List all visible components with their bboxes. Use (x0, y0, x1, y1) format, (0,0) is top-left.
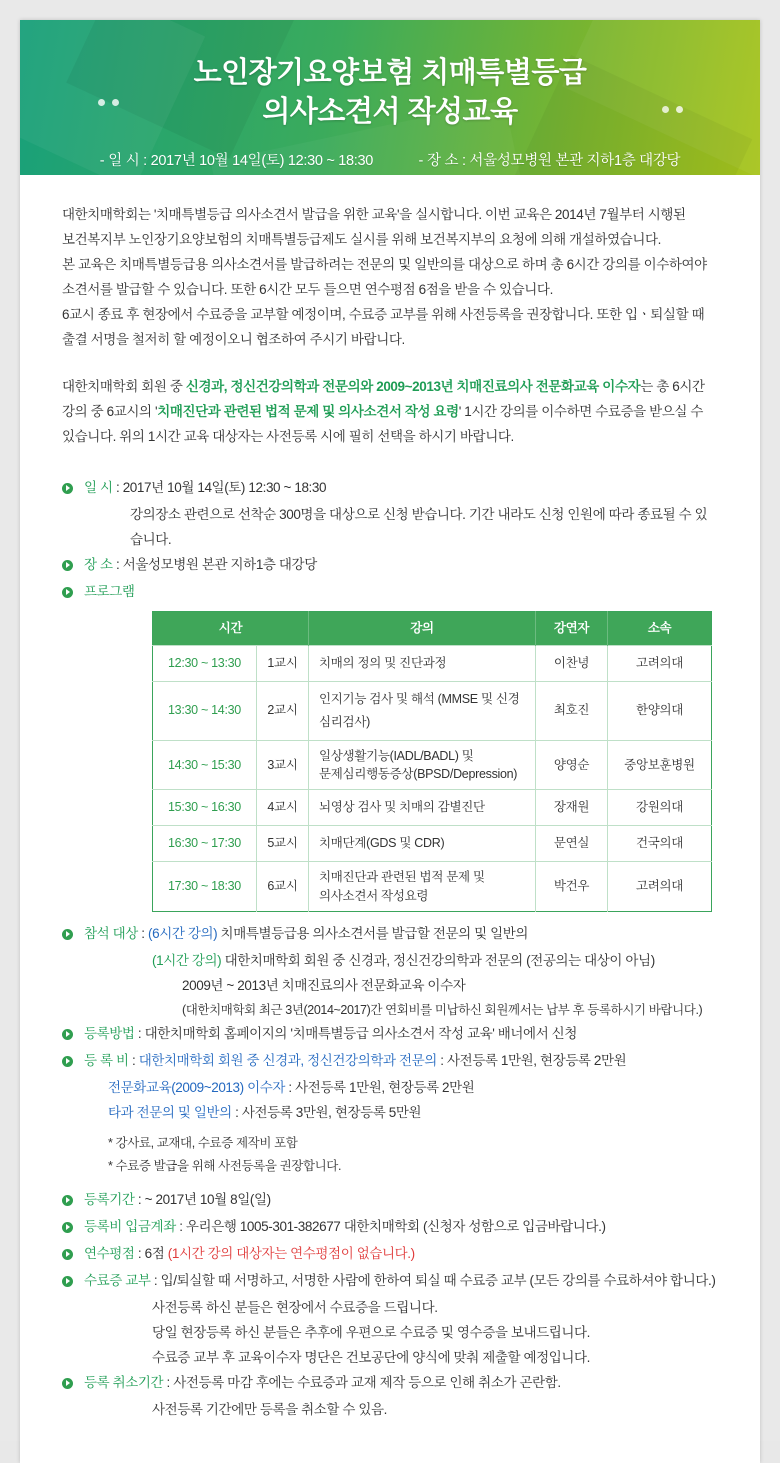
cell-period: 2교시 (257, 681, 309, 740)
detail-cert-line4: 수료증 교부 후 교육이수자 명단은 건보공단에 양식에 맞춰 제출할 예정입니다. (152, 1349, 591, 1365)
announcement-sheet (20, 20, 760, 1463)
program-table-wrap (152, 611, 712, 912)
cell-time: 15:30 ~ 16:30 (153, 790, 257, 826)
cell-org: 고려의대 (608, 645, 712, 681)
cell-lecturer: 박건우 (536, 862, 608, 911)
detail-target-line4: (대한치매학회 최근 3년(2014~2017)간 연회비를 미납하신 회원께서는 납부 후 등록하시기 바랍니다.) (182, 1002, 703, 1017)
detail-fee-line3-group: 타과 전문의 및 일반의 (108, 1104, 232, 1120)
detail-target-line2-text: 대한치매학회 회원 중 신경과, 정신건강의학과 전문의 (전공의는 대상이 아님) (221, 952, 655, 968)
detail-row-period: 등록기간 : ~ 2017년 10월 8일(일) (62, 1188, 718, 1213)
column-header-org: 소속 (608, 611, 712, 645)
info-place-value: 서울성모병원 본관 지하1층 대강당 (122, 556, 317, 572)
intro-p1-line3: 본 교육은 치매특별등급용 의사소견서를 발급하려는 전문의 및 일반의를 대상으로 하며 총 6시간 강의를 이수하여야 (62, 256, 707, 272)
intro-p2-line2-a: 강의 중 6교시의 ' (62, 403, 158, 419)
details-list (62, 922, 718, 1423)
arrow-bullet-icon (62, 1222, 73, 1233)
cell-org: 고려의대 (608, 862, 712, 911)
arrow-bullet-icon (62, 1195, 73, 1206)
detail-fee-line2 (62, 1076, 718, 1101)
column-header-subject: 강의 (309, 611, 536, 645)
detail-row-account: 등록비 입금계좌 : 우리은행 1005-301-382677 대한치매학회 (신청자 성함으로 입금바랍니다.) (62, 1215, 718, 1240)
detail-cancel-line2: 사전등록 기간에만 등록을 취소할 수 있음. (152, 1401, 388, 1417)
cell-subject: 치매진단과 관련된 법적 문제 및 의사소견서 작성요령 (309, 862, 536, 911)
arrow-bullet-icon (62, 1249, 73, 1260)
header-meta-date: - 일 시 : 2017년 10월 14일(토) 12:30 ~ 18:30 (99, 152, 374, 169)
intro-p1-line2: 보건복지부 노인장기요양보험의 치매특별등급제도 실시를 위해 보건복지부의 요청에 의해 개설하였습니다. (62, 231, 662, 247)
table-row (153, 645, 712, 681)
header-date-value: 2017년 10월 14일(토) 12:30 ~ 18:30 (150, 152, 374, 169)
dash-glyph-1: - (99, 152, 105, 169)
detail-row-cancel: 등록 취소기간 : 사전등록 마감 후에는 수료증과 교재 제작 등으로 인해 취소가 곤란함. (62, 1371, 718, 1396)
detail-row-credit: 연수평점 : 6점 (1시간 강의 대상자는 연수평점이 없습니다.) (62, 1242, 718, 1267)
program-table (152, 611, 712, 912)
detail-fee-line2-group: 전문화교육(2009~2013) 이수자 (108, 1079, 286, 1095)
detail-fee-note2: * 수료증 발급을 위해 사전등록을 권장합니다. (108, 1158, 342, 1173)
detail-fee-note1: * 강사료, 교재대, 수료증 제작비 포함 (108, 1135, 298, 1150)
detail-account-value: 우리은행 1005-301-382677 대한치매학회 (신청자 성함으로 입금바랍니다.) (185, 1218, 606, 1234)
column-header-lecturer: 강연자 (536, 611, 608, 645)
cell-lecturer: 최호진 (536, 681, 608, 740)
cell-period: 4교시 (257, 790, 309, 826)
page-body (20, 175, 760, 1463)
column-header-time: 시간 (153, 611, 309, 645)
detail-target-label: 참석 대상 (84, 925, 138, 941)
intro-p2-line2-c: ' 1시간 강의를 이수하면 수료증을 받으실 수 (458, 403, 704, 419)
detail-fee-line2-value: : 사전등록 1만원, 현장등록 2만원 (285, 1079, 475, 1095)
cell-org: 강원의대 (608, 790, 712, 826)
table-row (153, 790, 712, 826)
intro-paragraph-1 (62, 203, 718, 353)
intro-p2-line1-a: 대한치매학회 회원 중 (62, 378, 186, 394)
detail-cert-line2: 사전등록 하신 분들은 현장에서 수료증을 드립니다. (152, 1299, 438, 1315)
detail-target-tag-1h: (1시간 강의) (152, 952, 222, 968)
detail-target-line1: 치매특별등급용 의사소견서를 발급할 전문의 및 일반의 (217, 925, 529, 941)
detail-method-label: 등록방법 (84, 1025, 135, 1041)
info-date-value: 2017년 10월 14일(토) 12:30 ~ 18:30 (122, 479, 327, 495)
detail-period-value: ~ 2017년 10월 8일(일) (144, 1191, 271, 1207)
cell-org: 건국의대 (608, 826, 712, 862)
detail-credit-label: 연수평점 (84, 1245, 135, 1261)
cell-period: 5교시 (257, 826, 309, 862)
detail-fee-label: 등 록 비 (84, 1052, 129, 1068)
cell-org: 중앙보훈병원 (608, 740, 712, 789)
header-place-value: 서울성모병원 본관 지하1층 대강당 (469, 152, 681, 169)
detail-cert-line3: 당일 현장등록 하신 분들은 추후에 우편으로 수료증 및 영수증을 보내드립니다. (152, 1324, 591, 1340)
page-title-line1: 노인장기요양보험 치매특별등급 (193, 57, 587, 89)
intro-p1-line5: 6교시 종료 후 현장에서 수료증을 교부할 예정이며, 수료증 교부를 위해 사전등록을 권장합니다. 또한 입ㆍ퇴실할 때 (62, 306, 705, 322)
table-row (153, 826, 712, 862)
arrow-bullet-icon (62, 1378, 73, 1389)
table-row (153, 681, 712, 740)
cell-time: 17:30 ~ 18:30 (153, 862, 257, 911)
table-row (153, 740, 712, 789)
detail-method-value: 대한치매학회 홈페이지의 '치매특별등급 의사소견서 작성 교육' 배너에서 신청 (144, 1025, 577, 1041)
cell-time: 12:30 ~ 13:30 (153, 645, 257, 681)
dash-glyph-2: - (418, 152, 424, 169)
info-place-label: 장 소 (84, 556, 113, 572)
program-table-header-row (153, 611, 712, 645)
detail-period-label: 등록기간 (84, 1191, 135, 1207)
cell-time: 14:30 ~ 15:30 (153, 740, 257, 789)
detail-fee-line3-value: : 사전등록 3만원, 현장등록 5만원 (231, 1104, 422, 1120)
detail-target-line2 (62, 949, 718, 974)
arrow-bullet-icon (62, 1276, 73, 1287)
arrow-bullet-icon (62, 1056, 73, 1067)
info-date-label: 일 시 (84, 479, 113, 495)
intro-p2-line1-c: 는 총 6시간 (640, 378, 705, 394)
detail-account-label: 등록비 입금계좌 (84, 1218, 176, 1234)
intro-p2-line3: 있습니다. 위의 1시간 교육 대상자는 사전등록 시에 필히 선택을 하시기 바랍니다. (62, 428, 514, 444)
detail-credit-value: 6점 (144, 1245, 168, 1261)
info-row-date: 일 시 : 2017년 10월 14일(토) 12:30 ~ 18:30 (62, 476, 718, 501)
detail-cert-label: 수료증 교부 (84, 1272, 151, 1288)
info-date-note: 강의장소 관련으로 선착순 300명을 대상으로 신청 받습니다. 기간 내라도 신청 인원에 따라 종료될 수 있습니다. (130, 506, 708, 547)
arrow-bullet-icon (62, 929, 73, 940)
detail-row-target: 참석 대상 : (6시간 강의) 치매특별등급용 의사소견서를 발급할 전문의 및 일반의 (62, 922, 718, 947)
cell-lecturer: 양영순 (536, 740, 608, 789)
cell-time: 16:30 ~ 17:30 (153, 826, 257, 862)
detail-fee-line1-group: 대한치매학회 회원 중 신경과, 정신건강의학과 전문의 (138, 1052, 437, 1068)
detail-row-method: 등록방법 : 대한치매학회 홈페이지의 '치매특별등급 의사소견서 작성 교육' 배너에서 신청 (62, 1022, 718, 1047)
header-date-label: 일 시 (108, 152, 140, 169)
detail-row-certificate: 수료증 교부 : 입/퇴실할 때 서명하고, 서명한 사람에 한하여 퇴실 때 수료증 교부 (모든 강의를 수료하셔야 합니다.) (62, 1269, 718, 1294)
detail-cancel-line1: 사전등록 마감 후에는 수료증과 교재 제작 등으로 인해 취소가 곤란함. (173, 1374, 561, 1390)
cell-subject: 인지기능 검사 및 해석 (MMSE 및 신경심리검사) (309, 681, 536, 740)
header-place-label: 장 소 (427, 152, 459, 169)
header-meta (20, 149, 760, 170)
header-meta-place: - 장 소 : 서울성모병원 본관 지하1층 대강당 (418, 152, 681, 169)
program-table-head (153, 611, 712, 645)
arrow-bullet-icon (62, 560, 73, 571)
cell-lecturer: 장재원 (536, 790, 608, 826)
cell-time: 13:30 ~ 14:30 (153, 681, 257, 740)
info-row-program (62, 580, 718, 605)
intro-p2-line2-highlight: 치매진단과 관련된 법적 문제 및 의사소견서 작성 요령 (157, 403, 459, 419)
detail-cancel-label: 등록 취소기간 (84, 1374, 164, 1390)
cell-period: 6교시 (257, 862, 309, 911)
detail-target-tag-6h: (6시간 강의) (147, 925, 218, 941)
cell-subject: 치매단계(GDS 및 CDR) (309, 826, 536, 862)
intro-p1-line4: 소견서를 발급할 수 있습니다. 또한 6시간 모두 들으면 연수평점 6점을 받을 수 있습니다. (62, 281, 553, 297)
intro-p2-line2 (62, 400, 718, 425)
intro-p2-line1 (62, 375, 718, 400)
cell-lecturer: 문연실 (536, 826, 608, 862)
info-program-label: 프로그램 (84, 583, 135, 599)
detail-fee-line1-value: : 사전등록 1만원, 현장등록 2만원 (436, 1052, 627, 1068)
intro-p2-line1-highlight: 신경과, 정신건강의학과 전문의와 2009~2013년 치매진료의사 전문화교육 이수자 (185, 378, 641, 394)
intro-p1-line6: 출결 서명을 철저히 할 예정이오니 협조하여 주시기 바랍니다. (62, 331, 405, 347)
info-row-place: 장 소 : 서울성모병원 본관 지하1층 대강당 (62, 553, 718, 578)
page-title-line2: 의사소견서 작성교육 (262, 96, 518, 129)
table-row (153, 862, 712, 911)
cell-subject: 일상생활기능(IADL/BADL) 및 문제심리행동증상(BPSD/Depression) (309, 740, 536, 789)
arrow-bullet-icon (62, 483, 73, 494)
detail-fee-line3 (62, 1101, 718, 1126)
info-list (62, 476, 718, 605)
intro-paragraph-2 (62, 375, 718, 450)
cell-subject: 뇌영상 검사 및 치매의 감별진단 (309, 790, 536, 826)
cell-org: 한양의대 (608, 681, 712, 740)
detail-target-line3: 2009년 ~ 2013년 치매진료의사 전문화교육 이수자 (182, 977, 466, 993)
page-header (20, 20, 760, 175)
page-title (20, 20, 760, 133)
arrow-bullet-icon (62, 1029, 73, 1040)
cell-subject: 치매의 정의 및 진단과정 (309, 645, 536, 681)
cell-period: 3교시 (257, 740, 309, 789)
intro-p1-line1: 대한치매학회는 '치매특별등급 의사소견서 발급을 위한 교육'을 실시합니다. 이번 교육은 2014년 7월부터 시행된 (62, 207, 686, 222)
arrow-bullet-icon (62, 587, 73, 598)
detail-row-fee: 등 록 비 : 대한치매학회 회원 중 신경과, 정신건강의학과 전문의 : 사전등록 1만원, 현장등록 2만원 (62, 1049, 718, 1074)
program-table-body (153, 645, 712, 911)
cell-period: 1교시 (257, 645, 309, 681)
cell-lecturer: 이찬녕 (536, 645, 608, 681)
detail-credit-warning: (1시간 강의 대상자는 연수평점이 없습니다.) (167, 1245, 415, 1261)
detail-cert-line1: 입/퇴실할 때 서명하고, 서명한 사람에 한하여 퇴실 때 수료증 교부 (모든 강의를 수료하셔야 합니다.) (160, 1272, 716, 1288)
